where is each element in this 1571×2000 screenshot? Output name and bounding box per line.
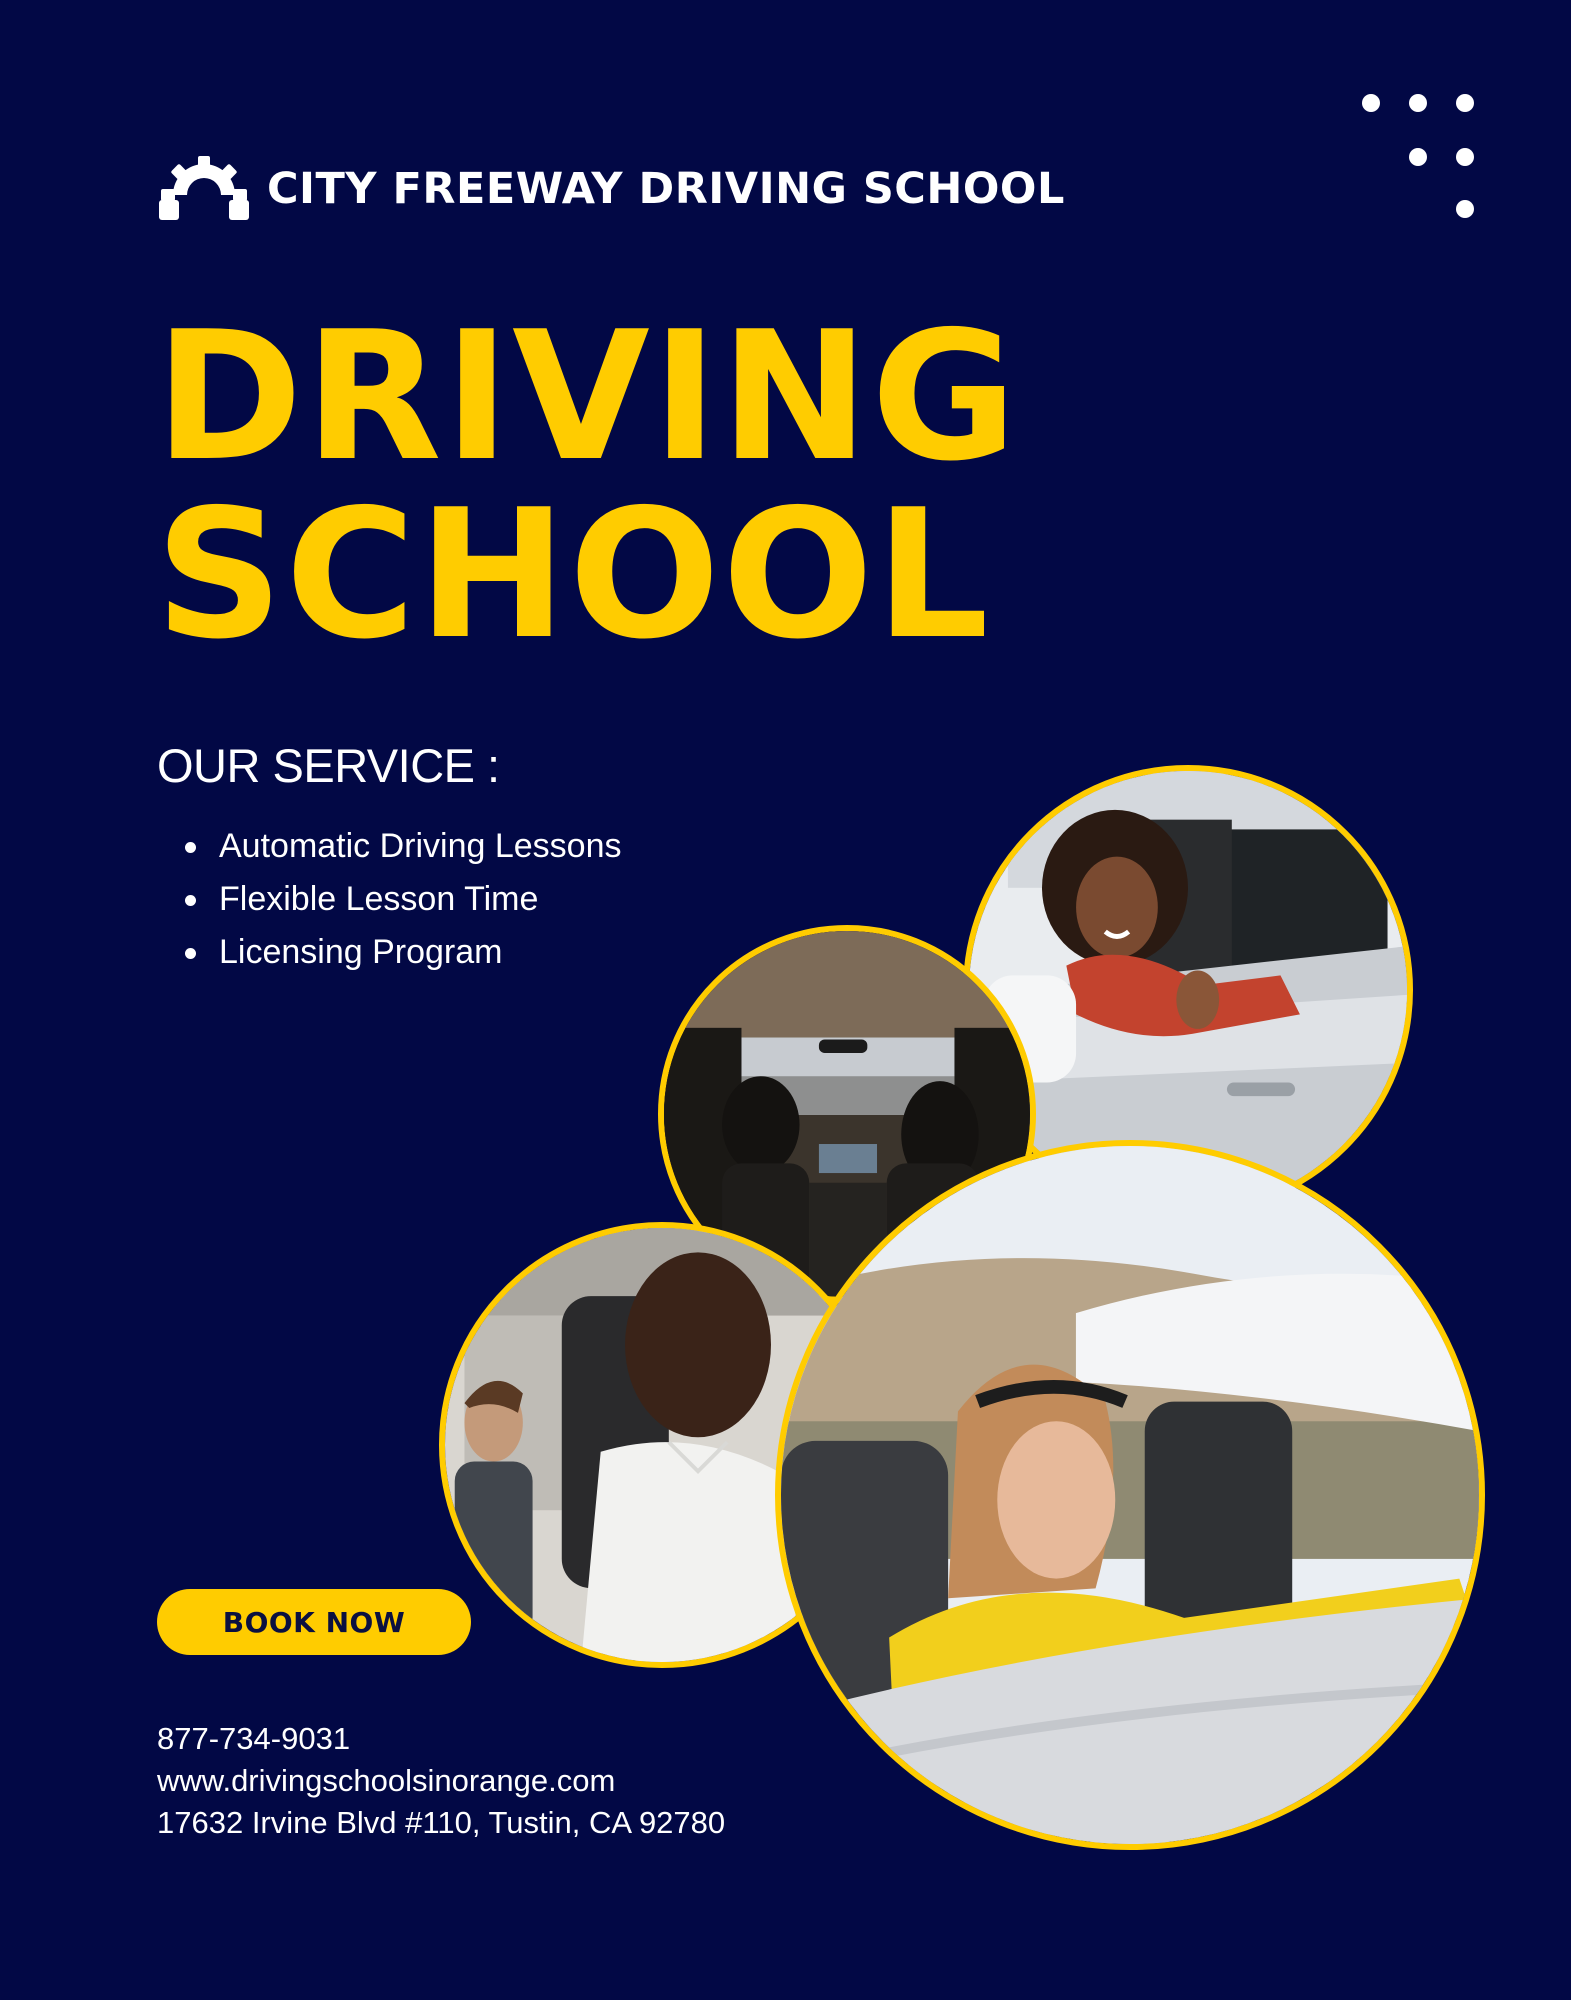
title-line-1: DRIVING: [155, 293, 1020, 500]
dot-icon: [1362, 94, 1380, 112]
list-item: Licensing Program: [180, 926, 622, 979]
phone-number[interactable]: 877-734-9031: [157, 1721, 351, 1756]
dot-icon: [1456, 94, 1474, 112]
services-list: [180, 820, 622, 979]
gear-icon: [157, 156, 251, 222]
dot-icon: [1456, 148, 1474, 166]
page-title: [155, 293, 1020, 678]
brand-header: [157, 156, 1065, 222]
dot-icon: [1409, 148, 1427, 166]
convertible-driver-photo: [775, 1140, 1485, 1850]
address: 17632 Irvine Blvd #110, Tustin, CA 92780: [157, 1805, 726, 1840]
contact-info: [157, 1718, 725, 1844]
brand-name: CITY FREEWAY DRIVING SCHOOL: [267, 163, 1065, 214]
services-heading: OUR SERVICE :: [157, 739, 500, 792]
decorative-dots: [1362, 94, 1482, 224]
list-item: Automatic Driving Lessons: [180, 820, 622, 873]
book-now-button[interactable]: BOOK NOW: [157, 1589, 471, 1655]
dot-icon: [1409, 94, 1427, 112]
title-line-2: SCHOOL: [155, 471, 991, 678]
dot-icon: [1456, 200, 1474, 218]
website-link[interactable]: www.drivingschoolsinorange.com: [157, 1763, 616, 1798]
list-item: Flexible Lesson Time: [180, 873, 622, 926]
